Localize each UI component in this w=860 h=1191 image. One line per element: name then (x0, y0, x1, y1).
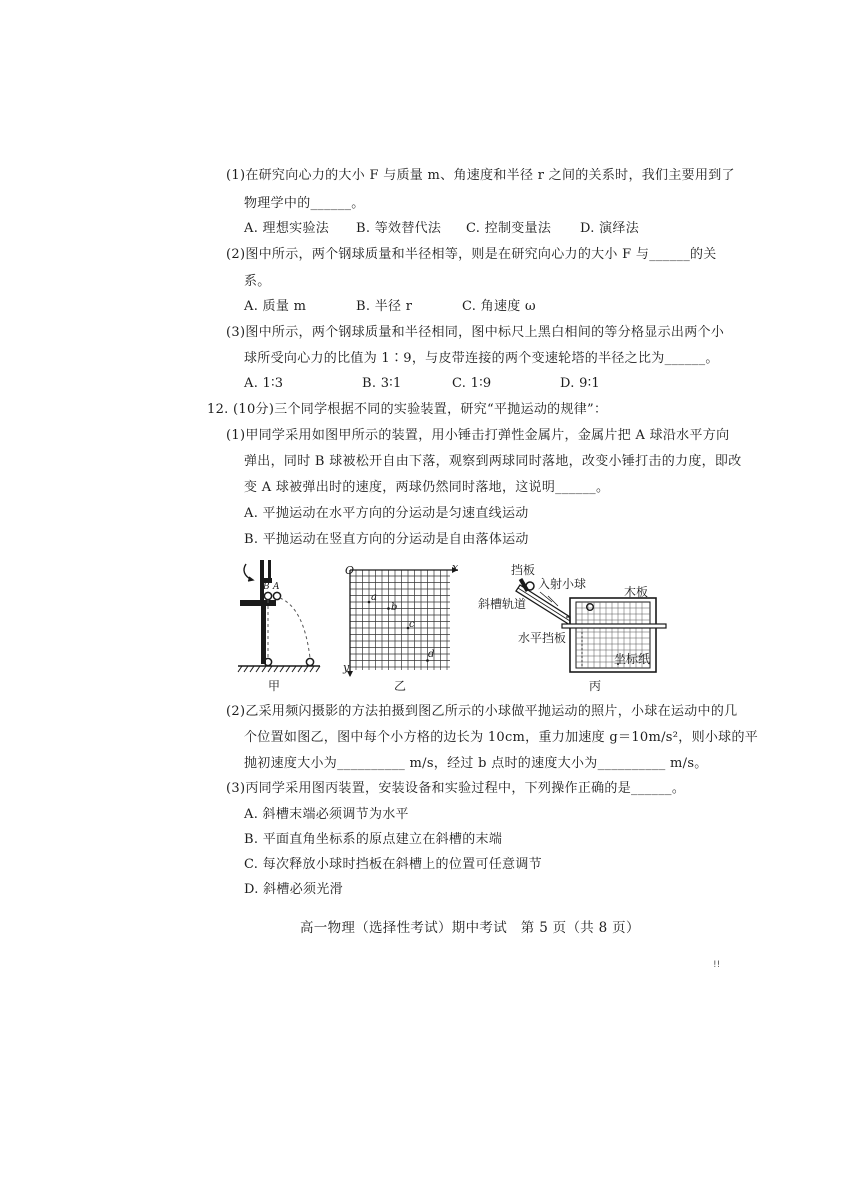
q11-part3-options (244, 375, 644, 393)
label-incident-ball: 入射小球 (538, 577, 587, 591)
q11-part1-line1: (1)在研究向心力的大小 F 与质量 m、角速度和半径 r 之间的关系时，我们主要用到了 (226, 168, 735, 183)
caption-bing: 丙 (589, 679, 602, 693)
option-d: D. 演绎法 (580, 221, 640, 236)
figure-jia-apparatus (232, 556, 322, 696)
label-chute-track: 斜槽轨道 (478, 597, 527, 611)
page-footer: 高一物理（选择性考试）期中考试 第 5 页（共 8 页） (300, 920, 640, 936)
q12-part1-line2: 弹出，同时 B 球被松开自由下落，观察到两球同时落地，改变小锤打击的力度，即改 (244, 454, 742, 469)
q11-part1-line2: 物理学中的______。 (244, 196, 365, 211)
q12-stem: 12. (10分)三个同学根据不同的实验装置，研究“平抛运动的规律”： (207, 402, 608, 417)
option-b: B. 等效替代法 (356, 221, 442, 236)
label-point-c: c (409, 619, 415, 630)
label-ball-b: B (263, 582, 270, 592)
label-point-d: d (428, 649, 435, 660)
q12-part2-line2: 个位置如图乙，图中每个小方格的边长为 10cm，重力加速度 g＝10m/s²，则小球的平 (244, 730, 759, 745)
caption-yi: 乙 (394, 679, 407, 693)
q12-part2-line1: (2)乙采用频闪摄影的方法拍摄到图乙所示的小球做平抛运动的照片，小球在运动中的几 (226, 704, 738, 719)
option-a: A. 质量 m (244, 299, 307, 314)
q12-part3-option-b: B. 平面直角坐标系的原点建立在斜槽的末端 (244, 832, 503, 847)
q12-part1-option-b: B. 平抛运动在竖直方向的分运动是自由落体运动 (244, 532, 529, 547)
label-point-b: b (391, 602, 398, 613)
q11-part2-options (244, 298, 574, 316)
corner-mark: !! (713, 960, 721, 970)
label-y-axis: y (343, 661, 350, 674)
q11-part1-options (244, 220, 664, 238)
option-c: C. 1∶9 (452, 376, 492, 391)
label-coordinate-paper: 坐标纸 (614, 652, 651, 666)
q12-part1-option-a: A. 平抛运动在水平方向的分运动是匀速直线运动 (244, 506, 529, 521)
label-ball-a: A (273, 582, 280, 592)
label-baffle: 挡板 (511, 563, 536, 577)
option-b: B. 半径 r (356, 299, 413, 314)
option-b: B. 3∶1 (362, 376, 402, 391)
caption-jia: 甲 (268, 679, 281, 693)
label-origin: O (345, 564, 355, 577)
option-d: D. 9∶1 (560, 376, 600, 391)
q12-part3-option-d: D. 斜槽必须光滑 (244, 882, 343, 897)
q12-part2-line3: 抛初速度大小为__________ m/s，经过 b 点时的速度大小为__________ m/s。 (244, 756, 708, 771)
option-c: C. 控制变量法 (466, 221, 552, 236)
option-c: C. 角速度 ω (462, 299, 536, 314)
q12-part3-option-c: C. 每次释放小球时挡板在斜槽上的位置可任意调节 (244, 857, 542, 872)
label-horizontal-baffle: 水平挡板 (518, 631, 567, 645)
q11-part3-line2: 球所受向心力的比值为 1∶9，与皮带连接的两个变速轮塔的半径之比为______。 (244, 351, 719, 366)
label-x-axis: x (452, 561, 459, 574)
q12-part1-line3: 变 A 球被弹出时的速度，两球仍然同时落地，这说明______。 (244, 480, 610, 495)
q11-part2-line1: (2)图中所示，两个钢球质量和半径相等，则是在研究向心力的大小 F 与______的关 (226, 247, 717, 262)
q12-part1-line1: (1)甲同学采用如图甲所示的装置，用小锤击打弹性金属片，金属片把 A 球沿水平方向 (226, 428, 730, 443)
label-point-a: a (371, 592, 377, 603)
option-a: A. 理想实验法 (244, 221, 330, 236)
figure-yi-grid (340, 560, 465, 680)
q11-part2-line2: 系。 (244, 274, 271, 289)
label-wood-board: 木板 (624, 585, 649, 599)
q12-part3-option-a: A. 斜槽末端必须调节为水平 (244, 807, 409, 822)
q12-part3-line1: (3)丙同学采用图丙装置，安装设备和实验过程中，下列操作正确的是______。 (226, 781, 686, 796)
option-a: A. 1∶3 (244, 376, 284, 391)
q11-part3-line1: (3)图中所示，两个钢球质量和半径相同，图中标尺上黑白相间的等分格显示出两个小 (226, 325, 725, 340)
